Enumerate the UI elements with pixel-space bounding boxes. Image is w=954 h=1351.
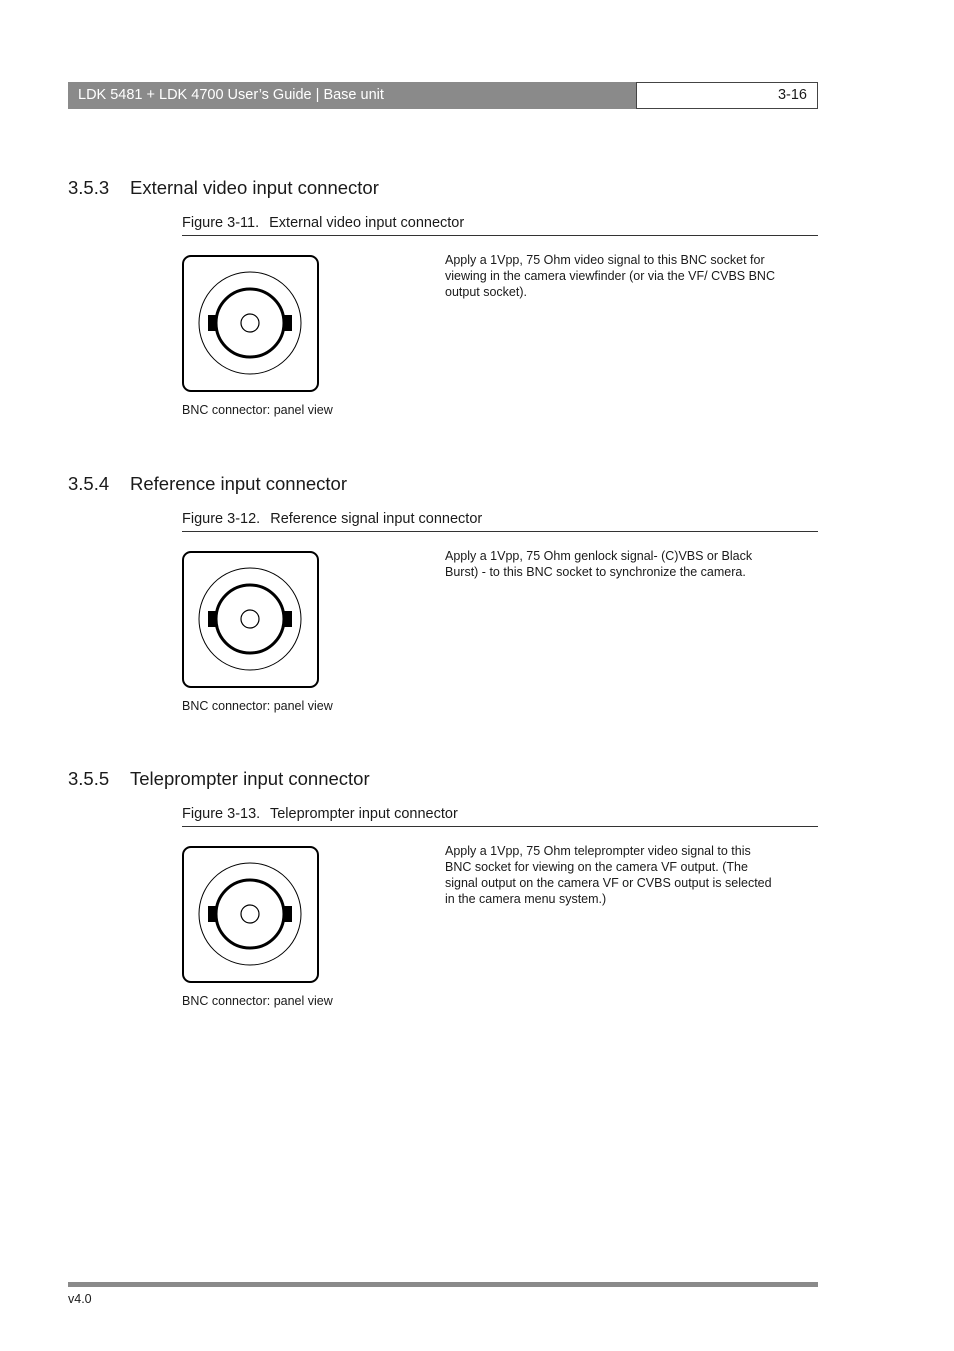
section-teleprompter-input: [0, 768, 954, 1038]
section-number: 3.5.4: [68, 473, 110, 494]
bnc-connector-icon: [182, 551, 320, 689]
figure-rule: [182, 531, 818, 532]
figure-title: External video input connector: [269, 215, 465, 231]
connector-caption: BNC connector: panel view: [182, 699, 333, 713]
running-header-title: LDK 5481 + LDK 4700 User’s Guide | Base unit: [68, 82, 636, 109]
connector-caption: BNC connector: panel view: [182, 994, 333, 1008]
page-number: 3-16: [636, 82, 818, 109]
section-title: Reference input connector: [130, 473, 347, 494]
section-number: 3.5.3: [68, 177, 110, 198]
section-description: Apply a 1Vpp, 75 Ohm video signal to this BNC socket for viewing in the camera viewfinder (or via the VF/ CVBS BNC output socket).: [445, 253, 775, 299]
section-number: 3.5.5: [68, 768, 110, 789]
figure-title: Reference signal input connector: [270, 511, 483, 527]
figure-number: Figure 3-13.: [182, 806, 261, 822]
document-version: v4.0: [68, 1292, 92, 1306]
bnc-connector-icon: [182, 255, 320, 393]
footer-rule: [68, 1282, 818, 1287]
section-description: Apply a 1Vpp, 75 Ohm genlock signal- (C)VBS or Black Burst) - to this BNC socket to synchronize the camera.: [445, 549, 753, 579]
section-description: Apply a 1Vpp, 75 Ohm teleprompter video signal to this BNC socket for viewing on the camera VF output. (The signal output on the camera VF or CVBS output is selected in the camera menu system.): [445, 844, 772, 906]
figure-rule: [182, 235, 818, 236]
section-external-video-input: [0, 177, 954, 447]
figure-caption: [182, 805, 458, 823]
figure-number: Figure 3-12.: [182, 511, 261, 527]
section-reference-input: [0, 473, 954, 743]
section-title: Teleprompter input connector: [130, 768, 370, 789]
figure-rule: [182, 826, 818, 827]
connector-caption: BNC connector: panel view: [182, 403, 333, 417]
figure-caption: [182, 510, 482, 528]
figure-title: Teleprompter input connector: [269, 806, 458, 822]
figure-caption: [182, 214, 464, 232]
bnc-connector-icon: [182, 846, 320, 984]
section-title: External video input connector: [130, 177, 379, 198]
figure-number: Figure 3-11.: [182, 215, 260, 231]
